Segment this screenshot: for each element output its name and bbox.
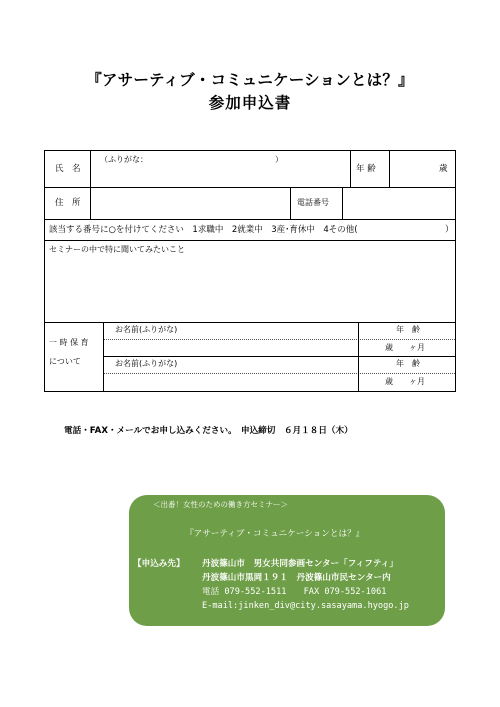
child-age-label: 年 齢 bbox=[396, 359, 420, 368]
childcare-label: 一 時 保 育 bbox=[49, 338, 89, 347]
seminar-title: 『アサーティブ・コミュニケーションとは？』 bbox=[185, 529, 365, 539]
row-divider bbox=[45, 187, 455, 188]
application-form bbox=[44, 150, 456, 392]
dotted-divider bbox=[103, 339, 455, 340]
page-title: 『アサーティブ・コミュニケーションとは？』 bbox=[86, 71, 414, 89]
seminar-series: ＜出番！女性のための働き方セミナー＞ bbox=[153, 500, 288, 509]
dotted-divider bbox=[103, 373, 455, 374]
status-question: 該当する番号に○を付けてください 1求職中 2就業中 3産･育休中 4その他( bbox=[49, 225, 358, 235]
deadline-notice: 電話・FAX・メールでお申し込みください。 申込締切 ６月１８日（木） bbox=[64, 426, 353, 436]
col-divider bbox=[358, 322, 359, 392]
address-label: 住 所 bbox=[55, 198, 81, 208]
col-divider bbox=[389, 151, 390, 187]
childcare-label: について bbox=[49, 357, 81, 366]
phone-label: 電話番号 bbox=[297, 198, 329, 207]
furigana-label: （ふりがな： bbox=[100, 155, 148, 164]
col-divider bbox=[90, 151, 91, 219]
age-unit: 歳 bbox=[439, 164, 448, 174]
row-divider bbox=[45, 219, 455, 220]
interest-label: セミナーの中で特に聞いてみたいこと bbox=[49, 245, 185, 254]
email-link[interactable]: E-mail:jinken_div@city.sasayama.hyogo.jp bbox=[202, 601, 409, 611]
row-divider bbox=[103, 356, 455, 357]
name-label: 氏 名 bbox=[55, 164, 81, 174]
apply-label: 【申込み先】 bbox=[133, 559, 185, 569]
tel-fax: 電話 079-552-1511 FAX 079-552-1061 bbox=[202, 587, 387, 597]
col-divider bbox=[290, 187, 291, 219]
child-age-units: 歳 ヶ月 bbox=[385, 377, 425, 386]
furigana-close: ） bbox=[275, 155, 283, 164]
org-name: 丹波篠山市 男女共同参画センター「フィフティ」 bbox=[202, 559, 398, 569]
org-address: 丹波篠山市黒岡１９１ 丹波篠山市民センター内 bbox=[202, 573, 391, 583]
col-divider bbox=[103, 322, 104, 392]
child-age-label: 年 齢 bbox=[396, 325, 420, 334]
row-divider bbox=[45, 322, 455, 323]
status-close: ） bbox=[445, 225, 454, 235]
child-name-label: お名前(ふりがな) bbox=[115, 325, 178, 334]
contact-info-box bbox=[129, 495, 445, 626]
col-divider bbox=[342, 187, 343, 219]
col-divider bbox=[350, 151, 351, 187]
row-divider bbox=[45, 240, 455, 241]
child-age-units: 歳 ヶ月 bbox=[385, 343, 425, 352]
page-subtitle: 参加申込書 bbox=[208, 94, 292, 112]
child-name-label: お名前(ふりがな) bbox=[115, 359, 178, 368]
age-label: 年 齢 bbox=[356, 164, 376, 174]
